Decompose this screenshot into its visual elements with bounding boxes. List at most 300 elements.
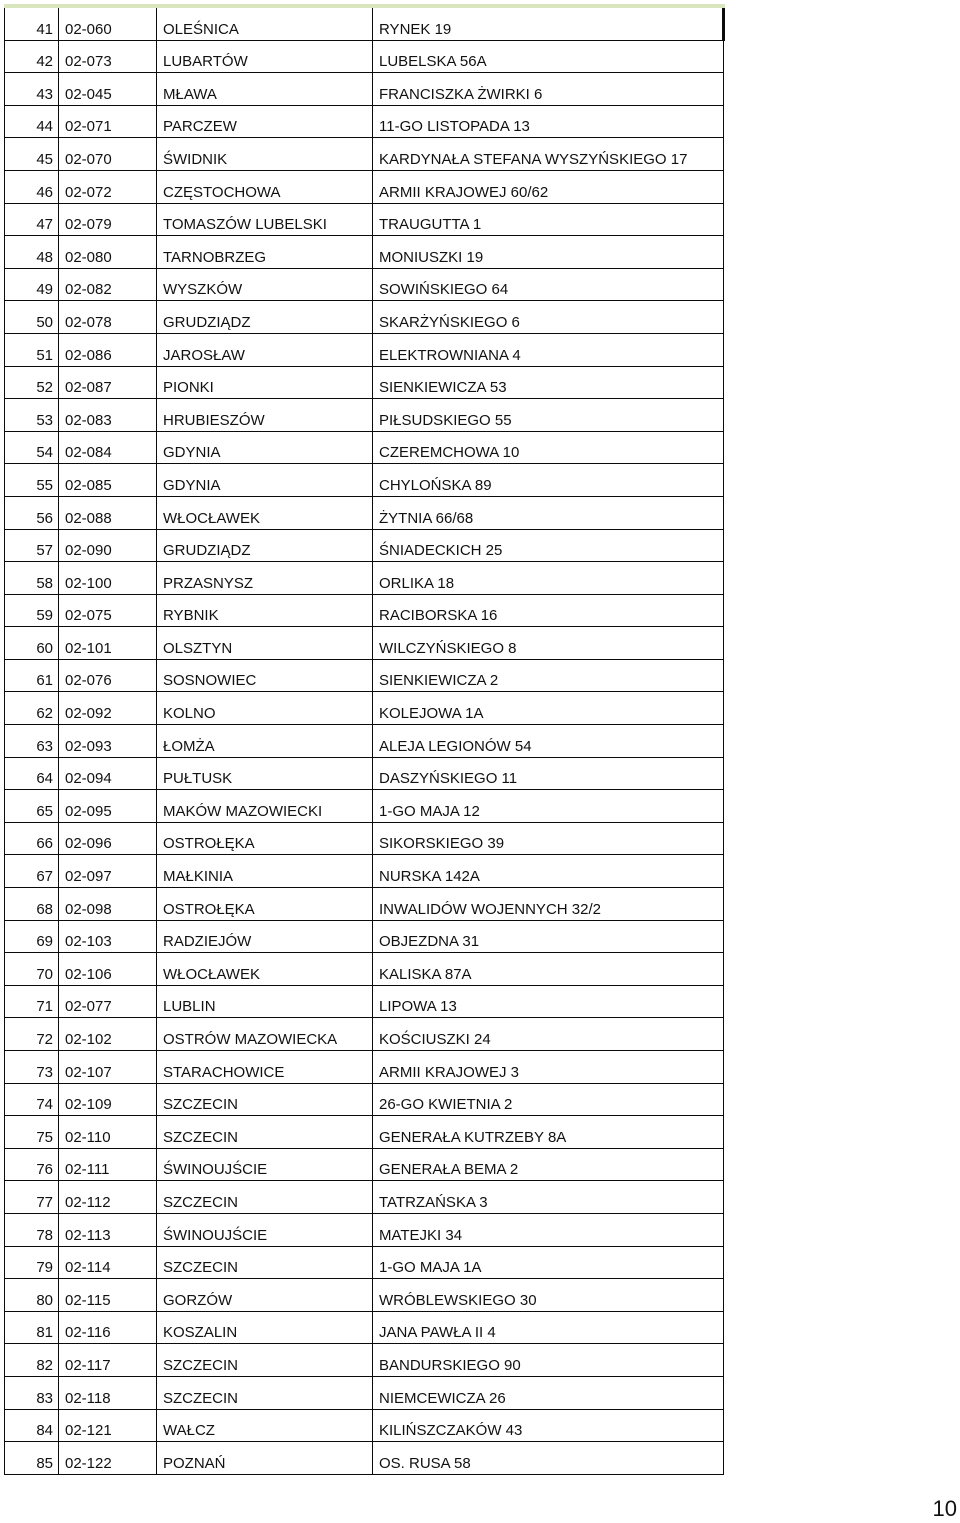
street-address-text: ALEJA LEGIONÓW 54 [379,737,532,755]
street-address-cell [373,725,724,758]
table-row [5,1213,724,1246]
city-cell [157,1246,373,1279]
row-number-text: 77 [36,1193,53,1211]
branch-code-text: 02-088 [65,509,112,527]
street-address-cell [373,1018,724,1051]
street-address-text: KILIŃSZCZAKÓW 43 [379,1422,523,1440]
branch-code-cell [59,301,157,334]
table-row [5,203,724,236]
table-row [5,431,724,464]
row-number-text: 70 [36,965,53,983]
table-row [5,985,724,1018]
table-row [5,464,724,497]
row-number-cell [5,464,59,497]
branch-code-text: 02-045 [65,85,112,103]
row-number-cell [5,301,59,334]
city-text: WŁOCŁAWEK [163,509,260,527]
table-row [5,1344,724,1377]
branch-code-text: 02-116 [65,1324,111,1342]
street-address-cell [373,40,724,73]
branch-code-text: 02-117 [65,1356,111,1374]
street-address-cell [373,333,724,366]
row-number-text: 76 [36,1161,53,1179]
city-text: GORZÓW [163,1291,233,1309]
row-number-cell [5,1409,59,1442]
row-number-cell [5,40,59,73]
city-text: OSTRÓW MAZOWIECKA [163,1031,338,1048]
city-cell [157,1311,373,1344]
city-cell [157,1083,373,1116]
city-text: LUBARTÓW [163,53,248,71]
city-cell [157,1051,373,1084]
table-row [5,1279,724,1312]
city-cell [157,757,373,790]
street-address-cell [373,1213,724,1246]
street-address-cell [373,855,724,888]
branch-code-text: 02-122 [65,1454,112,1472]
street-address-text: BANDURSKIEGO 90 [379,1356,521,1374]
branch-code-cell [59,985,157,1018]
street-address-text: LUBELSKA 56A [379,53,487,71]
street-address-cell [373,1051,724,1084]
row-number-text: 49 [36,281,53,299]
branch-code-cell [59,1148,157,1181]
table-row [5,170,724,203]
table-row [5,594,724,627]
address-table [4,4,725,1475]
row-number-cell [5,627,59,660]
row-number-text: 53 [36,411,53,429]
branch-code-cell [59,1181,157,1214]
street-address-text: 26-GO KWIETNIA 2 [379,1096,513,1114]
branch-code-text: 02-113 [65,1226,111,1244]
row-number-cell [5,529,59,562]
table-row [5,953,724,986]
city-cell [157,203,373,236]
row-number-text: 83 [36,1389,53,1407]
row-number-cell [5,236,59,269]
city-text: HRUBIESZÓW [163,411,265,429]
row-number-cell [5,1311,59,1344]
branch-code-text: 02-092 [65,705,112,723]
branch-code-text: 02-106 [65,965,112,983]
table-row [5,1409,724,1442]
branch-code-cell [59,529,157,562]
row-number-text: 78 [36,1226,53,1244]
city-text: OLSZTYN [163,639,233,657]
branch-code-cell [59,366,157,399]
row-number-text: 73 [36,1063,53,1081]
table-row [5,1148,724,1181]
street-address-cell [373,268,724,301]
city-cell [157,1181,373,1214]
row-number-cell [5,73,59,106]
street-address-text: LIPOWA 13 [379,998,457,1016]
branch-code-cell [59,1051,157,1084]
city-text: RADZIEJÓW [163,933,252,951]
row-number-text: 65 [36,802,53,820]
city-text: GDYNIA [163,444,221,462]
street-address-text: ŚNIADECKICH 25 [379,542,503,560]
street-address-cell [373,73,724,106]
branch-code-text: 02-082 [65,281,112,299]
city-cell [157,529,373,562]
row-number-cell [5,953,59,986]
table-row [5,822,724,855]
street-address-cell [373,1376,724,1409]
city-text: PUŁTUSK [163,770,233,788]
street-address-text: 11-GO LISTOPADA 13 [379,118,530,136]
table-row [5,399,724,432]
city-text: GDYNIA [163,476,221,494]
city-text: JAROSŁAW [163,346,245,364]
street-address-cell [373,790,724,823]
table-row [5,1051,724,1084]
branch-code-cell [59,236,157,269]
branch-code-cell [59,203,157,236]
street-address-cell [373,496,724,529]
row-number-cell [5,366,59,399]
row-number-text: 80 [36,1291,53,1309]
street-address-cell [373,105,724,138]
city-text: ŚWINOUJŚCIE [163,1226,268,1244]
street-address-text: FRANCISZKA ŻWIRKI 6 [379,85,543,103]
street-address-cell [373,236,724,269]
street-address-text: SIKORSKIEGO 39 [379,835,505,853]
branch-code-text: 02-085 [65,476,112,494]
street-address-cell [373,1344,724,1377]
street-address-text: CZEREMCHOWA 10 [379,444,520,462]
street-address-text: ARMII KRAJOWEJ 3 [379,1063,520,1081]
row-number-cell [5,105,59,138]
branch-code-cell [59,757,157,790]
city-cell [157,888,373,921]
city-text: GRUDZIĄDZ [163,542,251,560]
branch-code-text: 02-079 [65,216,112,234]
page-number: 10 [932,1496,957,1521]
city-text: SZCZECIN [163,1193,238,1211]
street-address-cell [373,301,724,334]
city-text: RYBNIK [163,607,219,625]
row-number-cell [5,1344,59,1377]
branch-code-cell [59,920,157,953]
row-number-text: 69 [36,933,53,951]
branch-code-text: 02-114 [65,1259,111,1277]
row-number-text: 60 [36,639,53,657]
row-number-cell [5,333,59,366]
city-cell [157,855,373,888]
street-address-cell [373,399,724,432]
street-address-text: ELEKTROWNIANA 4 [379,346,521,364]
street-address-cell [373,1279,724,1312]
city-text: SZCZECIN [163,1389,238,1407]
city-text: ŚWIDNIK [163,150,228,168]
row-number-cell [5,1083,59,1116]
city-text: KOSZALIN [163,1324,238,1342]
row-number-text: 55 [36,476,53,494]
table-row [5,1246,724,1279]
city-text: TARNOBRZEG [163,248,267,266]
row-number-cell [5,138,59,171]
row-number-cell [5,562,59,595]
branch-code-cell [59,1311,157,1344]
row-number-cell [5,1018,59,1051]
street-address-cell [373,1181,724,1214]
street-address-text: RACIBORSKA 16 [379,607,498,625]
row-number-text: 64 [36,770,53,788]
table-row [5,333,724,366]
branch-code-text: 02-097 [65,868,112,886]
street-address-cell [373,822,724,855]
street-address-text: INWALIDÓW WOJENNYCH 32/2 [379,900,601,918]
branch-code-text: 02-098 [65,900,112,918]
row-number-text: 47 [36,216,53,234]
row-number-text: 71 [36,998,53,1016]
branch-code-cell [59,496,157,529]
branch-code-cell [59,1279,157,1312]
street-address-cell [373,1311,724,1344]
branch-code-text: 02-121 [65,1422,112,1440]
branch-code-cell [59,855,157,888]
city-cell [157,1344,373,1377]
city-cell [157,399,373,432]
table-row [5,790,724,823]
city-cell [157,138,373,171]
city-cell [157,366,373,399]
row-number-cell [5,855,59,888]
table-row [5,138,724,171]
branch-code-text: 02-111 [65,1161,110,1179]
branch-code-text: 02-100 [65,574,112,592]
city-cell [157,464,373,497]
row-number-cell [5,6,59,40]
row-number-text: 43 [36,85,53,103]
row-number-cell [5,1116,59,1149]
table-row [5,692,724,725]
city-cell [157,692,373,725]
row-number-cell [5,170,59,203]
street-address-cell [373,366,724,399]
city-cell [157,953,373,986]
row-number-text: 50 [36,313,53,331]
branch-code-cell [59,6,157,40]
city-cell [157,496,373,529]
row-number-cell [5,822,59,855]
row-number-text: 51 [36,346,53,364]
street-address-text: SOWIŃSKIEGO 64 [379,281,509,299]
row-number-cell [5,790,59,823]
branch-code-cell [59,464,157,497]
branch-code-text: 02-115 [65,1291,111,1309]
street-address-text: SIENKIEWICZA 2 [379,672,499,690]
city-text: PRZASNYSZ [163,574,254,592]
city-cell [157,431,373,464]
street-address-cell [373,431,724,464]
branch-code-cell [59,1213,157,1246]
table-row [5,888,724,921]
street-address-text: PIŁSUDSKIEGO 55 [379,411,512,429]
branch-code-cell [59,268,157,301]
branch-code-text: 02-073 [65,53,112,71]
branch-code-cell [59,1116,157,1149]
city-cell [157,659,373,692]
row-number-text: 42 [36,53,53,71]
city-text: ŁOMŻA [163,737,215,755]
row-number-cell [5,203,59,236]
street-address-cell [373,464,724,497]
city-cell [157,822,373,855]
branch-code-text: 02-101 [65,639,112,657]
city-text: OSTROŁĘKA [163,900,255,918]
city-cell [157,1376,373,1409]
table-row [5,301,724,334]
branch-code-text: 02-076 [65,672,112,690]
row-number-text: 72 [36,1031,53,1048]
city-cell [157,594,373,627]
row-number-text: 79 [36,1259,53,1277]
table-row [5,529,724,562]
city-text: TOMASZÓW LUBELSKI [163,216,327,234]
branch-code-cell [59,953,157,986]
branch-code-cell [59,1018,157,1051]
street-address-cell [373,627,724,660]
table-row [5,105,724,138]
branch-code-text: 02-077 [65,998,112,1016]
table-row [5,659,724,692]
table-row [5,562,724,595]
street-address-cell [373,138,724,171]
city-cell [157,333,373,366]
row-number-cell [5,725,59,758]
street-address-text: RYNEK 19 [379,20,452,38]
branch-code-text: 02-078 [65,313,112,331]
street-address-text: WRÓBLEWSKIEGO 30 [379,1291,537,1309]
branch-code-cell [59,105,157,138]
street-address-cell [373,692,724,725]
row-number-cell [5,399,59,432]
street-address-text: DASZYŃSKIEGO 11 [379,770,518,788]
branch-code-text: 02-095 [65,802,112,820]
street-address-text: KARDYNAŁA STEFANA WYSZYŃSKIEGO 17 [379,150,688,168]
city-cell [157,627,373,660]
city-cell [157,725,373,758]
row-number-text: 45 [36,150,53,168]
branch-code-text: 02-075 [65,607,112,625]
city-text: MAŁKINIA [163,868,234,886]
row-number-cell [5,757,59,790]
street-address-text: MONIUSZKI 19 [379,248,484,266]
row-number-text: 84 [36,1422,53,1440]
row-number-text: 48 [36,248,53,266]
row-number-text: 66 [36,835,53,853]
city-text: SOSNOWIEC [163,672,257,690]
city-cell [157,73,373,106]
branch-code-cell [59,333,157,366]
row-number-text: 58 [36,574,53,592]
city-cell [157,170,373,203]
city-cell [157,920,373,953]
city-cell [157,790,373,823]
street-address-cell [373,985,724,1018]
branch-code-cell [59,627,157,660]
row-number-text: 59 [36,607,53,625]
street-address-text: KALISKA 87A [379,965,472,983]
table-row [5,366,724,399]
row-number-cell [5,431,59,464]
street-address-text: KOŚCIUSZKI 24 [379,1031,491,1048]
row-number-text: 52 [36,379,53,397]
street-address-cell [373,659,724,692]
table-row [5,1442,724,1475]
branch-code-text: 02-093 [65,737,112,755]
city-text: STARACHOWICE [163,1063,285,1081]
city-text: SZCZECIN [163,1096,238,1114]
branch-code-cell [59,170,157,203]
street-address-text: ORLIKA 18 [379,574,455,592]
branch-code-cell [59,1376,157,1409]
city-cell [157,1213,373,1246]
city-text: PIONKI [163,379,214,397]
branch-code-text: 02-071 [65,118,112,136]
row-number-text: 44 [36,118,53,136]
row-number-cell [5,1246,59,1279]
city-cell [157,1442,373,1475]
street-address-text: OS. RUSA 58 [379,1454,471,1472]
branch-code-text: 02-060 [65,20,112,38]
branch-code-text: 02-084 [65,444,112,462]
branch-code-text: 02-080 [65,248,112,266]
branch-code-cell [59,725,157,758]
table-row [5,6,724,40]
city-text: WŁOCŁAWEK [163,965,260,983]
branch-code-text: 02-072 [65,183,112,201]
city-cell [157,105,373,138]
street-address-cell [373,953,724,986]
street-address-text: NURSKA 142A [379,868,480,886]
branch-code-text: 02-083 [65,411,112,429]
street-address-cell [373,562,724,595]
street-address-cell [373,594,724,627]
branch-code-text: 02-087 [65,379,112,397]
branch-code-cell [59,431,157,464]
city-cell [157,301,373,334]
table-row [5,1311,724,1344]
street-address-cell [373,757,724,790]
street-address-cell [373,170,724,203]
city-cell [157,1018,373,1051]
street-address-text: TATRZAŃSKA 3 [379,1193,488,1211]
street-address-text: 1-GO MAJA 12 [379,802,480,820]
branch-code-text: 02-096 [65,835,112,853]
branch-code-cell [59,1083,157,1116]
city-cell [157,1279,373,1312]
branch-code-text: 02-086 [65,346,112,364]
branch-code-text: 02-094 [65,770,112,788]
row-number-cell [5,1279,59,1312]
city-cell [157,268,373,301]
city-cell [157,985,373,1018]
street-address-cell [373,203,724,236]
branch-code-cell [59,692,157,725]
city-text: CZĘSTOCHOWA [163,183,281,201]
branch-code-cell [59,888,157,921]
city-text: ŚWINOUJŚCIE [163,1161,268,1179]
street-address-text: NIEMCEWICZA 26 [379,1389,506,1407]
street-address-cell [373,1409,724,1442]
city-cell [157,236,373,269]
branch-code-cell [59,822,157,855]
row-number-text: 85 [36,1454,53,1472]
